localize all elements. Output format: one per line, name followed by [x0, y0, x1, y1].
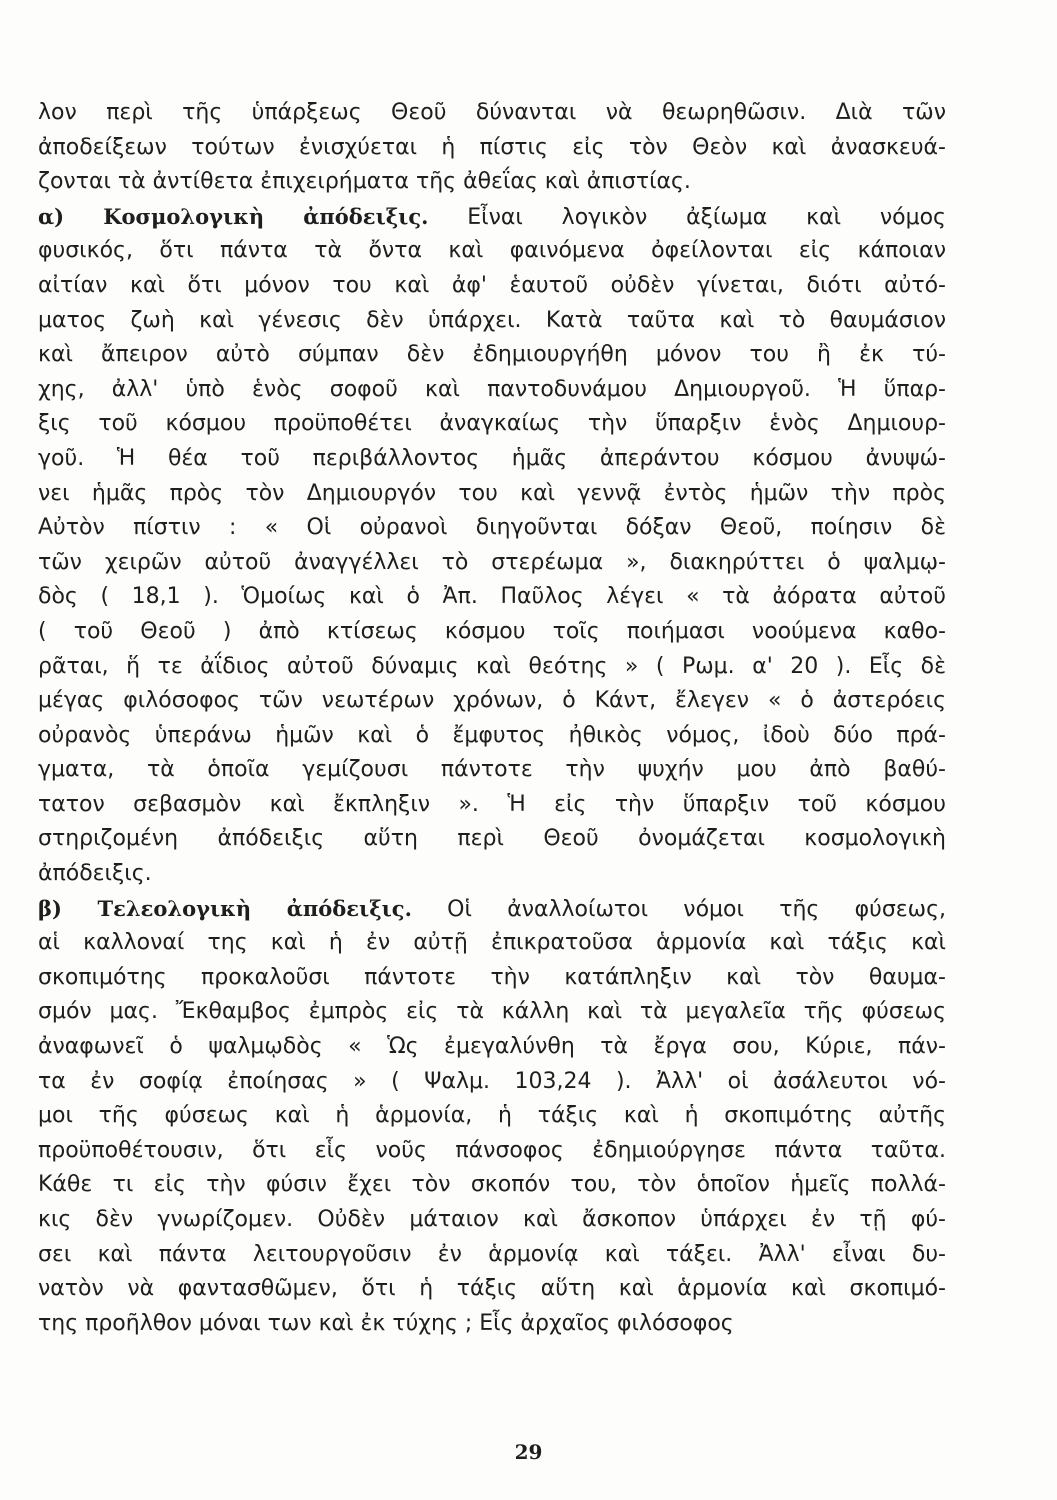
- text-line: οὐρανὸς ὑπεράνω ἡμῶν καὶ ὁ ἔμφυτος ἠθικὸς νόμος, ἰδοὺ δύο πρά-: [38, 722, 946, 748]
- text-line: νει ἡμᾶς πρὸς τὸν Δημιουργόν του καὶ γεννᾷ ἐντὸς ἡμῶν τὴν πρὸς: [38, 480, 946, 506]
- text-line: ματος ζωὴ καὶ γένεσις δὲν ὑπάρχει. Κατὰ ταῦτα καὶ τὸ θαυμάσιον: [38, 307, 946, 333]
- page-number: 29: [514, 1440, 543, 1464]
- text-line: σκοπιμότης προκαλοῦσι πάντοτε τὴν κατάπληξιν καὶ τὸν θαυμα-: [38, 964, 946, 990]
- text-line: νατὸν νὰ φαντασθῶμεν, ὅτι ἡ τάξις αὕτη καὶ ἁρμονία καὶ σκοπιμό-: [38, 1276, 946, 1302]
- text-line: τατον σεβασμὸν καὶ ἔκπληξιν ». Ἡ εἰς τὴν ὕπαρξιν τοῦ κόσμου: [38, 791, 946, 817]
- section-a-heading: α) Κοσμολογικὴ ἀπόδειξις.: [38, 203, 429, 229]
- text-line: στηριζομένη ἀπόδειξις αὕτη περὶ Θεοῦ ὀνομάζεται κοσμολογικὴ: [38, 826, 946, 852]
- text-line: τῶν χειρῶν αὐτοῦ ἀναγγέλλει τὸ στερέωμα », διακηρύττει ὁ ψαλμῳ-: [38, 549, 946, 575]
- body-text: [38, 96, 946, 1341]
- text-line: ρᾶται, ἥ τε ἀΐδιος αὐτοῦ δύναμις καὶ θεότης » ( Ρωμ. α' 20 ). Εἷς δὲ: [38, 653, 946, 679]
- text-line: κις δὲν γνωρίζομεν. Οὐδὲν μάταιον καὶ ἄσκοπον ὑπάρχει ἐν τῇ φύ-: [38, 1207, 946, 1232]
- text-line: ( τοῦ Θεοῦ ) ἀπὸ κτίσεως κόσμου τοῖς ποιήμασι νοούμενα καθο-: [38, 618, 946, 644]
- text-line: Κάθε τι εἰς τὴν φύσιν ἔχει τὸν σκοπόν του, τὸν ὁποῖον ἡμεῖς πολλά-: [38, 1172, 946, 1198]
- text-line: καὶ ἄπειρον αὐτὸ σύμπαν δὲν ἐδημιουργήθη μόνον του ἢ ἐκ τύ-: [38, 342, 946, 368]
- section-b-heading: β) Τελεολογικὴ ἀπόδειξις.: [38, 895, 412, 921]
- section-a-first-line: [38, 200, 946, 235]
- text-line: λον περὶ τῆς ὑπάρξεως Θεοῦ δύνανται νὰ θεωρηθῶσιν. Διὰ τῶν: [38, 100, 946, 125]
- text-line: αἱ καλλοναί της καὶ ἡ ἐν αὐτῇ ἐπικρατοῦσα ἁρμονία καὶ τάξις καὶ: [38, 930, 946, 956]
- text-line: της προῆλθον μόναι των καὶ ἐκ τύχης ; Εἷς ἀρχαῖος φιλόσοφος: [38, 1310, 734, 1336]
- text-line: ἀναφωνεῖ ὁ ψαλμῳδὸς « Ὡς ἐμεγαλύνθη τὰ ἔργα σου, Κύριε, πάν-: [38, 1034, 946, 1060]
- text-line: αἰτίαν καὶ ὅτι μόνον του καὶ ἀφ' ἑαυτοῦ οὐδὲν γίνεται, διότι αὐτό-: [38, 272, 946, 298]
- text-line: ζονται τὰ ἀντίθετα ἐπιχειρήματα τῆς ἀθεΐας καὶ ἀπιστίας.: [38, 169, 691, 195]
- text-line: σει καὶ πάντα λειτουργοῦσιν ἐν ἁρμονίᾳ καὶ τάξει. Ἀλλ' εἶναι δυ-: [38, 1241, 946, 1267]
- text-line: χης, ἀλλ' ὑπὸ ἑνὸς σοφοῦ καὶ παντοδυνάμου Δημιουργοῦ. Ἡ ὕπαρ-: [38, 376, 946, 402]
- text-line: σμόν μας. Ἔκθαμβος ἐμπρὸς εἰς τὰ κάλλη καὶ τὰ μεγαλεῖα τῆς φύσεως: [38, 999, 946, 1025]
- text-line: ξις τοῦ κόσμου προϋποθέτει ἀναγκαίως τὴν ὕπαρξιν ἑνὸς Δημιουρ-: [38, 411, 946, 437]
- text-line: φυσικός, ὅτι πάντα τὰ ὄντα καὶ φαινόμενα ὀφείλονται εἰς κάποιαν: [38, 238, 946, 264]
- text-line: μοι τῆς φύσεως καὶ ἡ ἁρμονία, ἡ τάξις καὶ ἡ σκοπιμότης αὐτῆς: [38, 1103, 946, 1129]
- text-line: ἀποδείξεων τούτων ἐνισχύεται ἡ πίστις εἰς τὸν Θεὸν καὶ ἀνασκευά-: [38, 134, 946, 160]
- text-line: τα ἐν σοφίᾳ ἐποίησας » ( Ψαλμ. 103,24 ). Ἀλλ' οἱ ἀσάλευτοι νό-: [38, 1068, 946, 1094]
- text-line: ἀπόδειξις.: [38, 861, 152, 887]
- text-line: Αὐτὸν πίστιν : « Οἱ οὐρανοὶ διηγοῦνται δόξαν Θεοῦ, ποίησιν δὲ: [38, 515, 946, 541]
- section-a-first-line-text: Εἶναι λογικὸν ἀξίωμα καὶ νόμος: [467, 204, 946, 230]
- text-line: δὸς ( 18,1 ). Ὁμοίως καὶ ὁ Ἀπ. Παῦλος λέγει « τὰ ἀόρατα αὐτοῦ: [38, 584, 946, 610]
- text-line: γματα, τὰ ὁποῖα γεμίζουσι πάντοτε τὴν ψυχήν μου ἀπὸ βαθύ-: [38, 757, 946, 783]
- text-line: μέγας φιλόσοφος τῶν νεωτέρων χρόνων, ὁ Κάντ, ἔλεγεν « ὁ ἀστερόεις: [38, 688, 946, 714]
- text-line: προϋποθέτουσιν, ὅτι εἷς νοῦς πάνσοφος ἐδημιούργησε πάντα ταῦτα.: [38, 1137, 946, 1163]
- section-b-first-line-text: Οἱ ἀναλλοίωτοι νόμοι τῆς φύσεως,: [447, 896, 946, 922]
- section-b-first-line: [38, 892, 946, 927]
- text-line: γοῦ. Ἡ θέα τοῦ περιβάλλοντος ἡμᾶς ἀπεράντου κόσμου ἀνυψώ-: [38, 445, 946, 471]
